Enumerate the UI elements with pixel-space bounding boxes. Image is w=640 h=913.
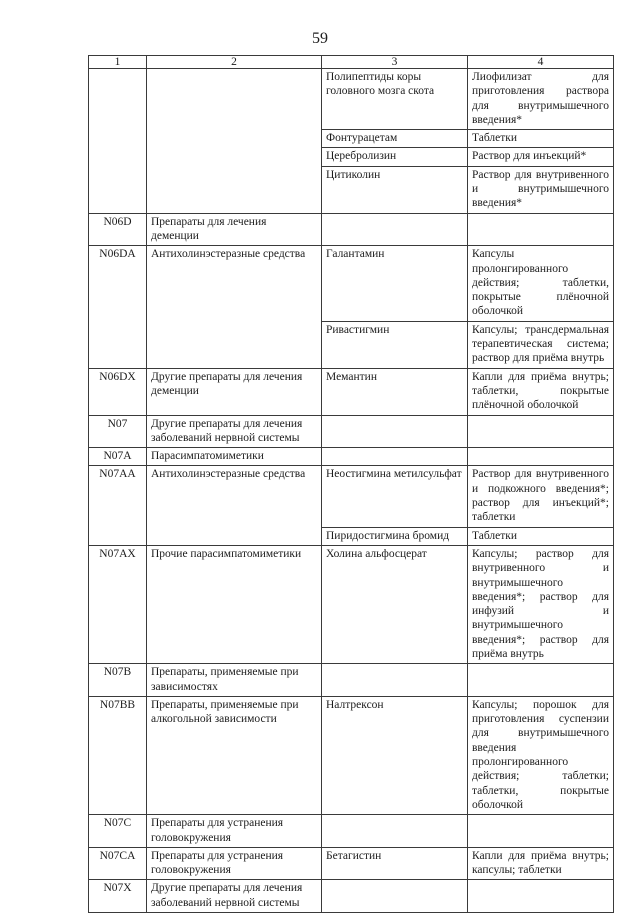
table-row xyxy=(89,815,614,848)
table-row xyxy=(89,246,614,321)
table-row xyxy=(89,696,614,814)
table-row xyxy=(89,880,614,913)
drug-name-cell xyxy=(322,213,468,246)
atc-code-cell: N07AA xyxy=(89,466,147,545)
atc-code-cell: N07CA xyxy=(89,847,147,880)
table-row xyxy=(89,847,614,880)
table-row xyxy=(89,448,614,466)
dosage-form-cell: Капсулы; порошок для приготовления суспензии для внутримышечного введения пролонгированного действия; таблетки; таблетки, покрытые оболочкой xyxy=(468,696,614,814)
dosage-form-cell xyxy=(468,880,614,913)
drug-name-cell: Бетагистин xyxy=(322,847,468,880)
dosage-form-cell xyxy=(468,664,614,697)
atc-code-cell: N06D xyxy=(89,213,147,246)
drug-name-cell: Полипептиды коры головного мозга скота xyxy=(322,69,468,130)
drug-name-cell: Цитиколин xyxy=(322,166,468,213)
dosage-form-cell xyxy=(468,448,614,466)
drug-name-cell xyxy=(322,880,468,913)
dosage-form-cell: Раствор для инъекций* xyxy=(468,148,614,166)
table-row xyxy=(89,213,614,246)
pharm-group-cell: Препараты, применяемые при алкогольной зависимости xyxy=(147,696,322,814)
dosage-form-cell xyxy=(468,815,614,848)
pharm-group-cell: Другие препараты для лечения заболеваний нервной системы xyxy=(147,880,322,913)
dosage-form-cell: Таблетки xyxy=(468,527,614,545)
atc-code-cell: N07B xyxy=(89,664,147,697)
atc-code-cell xyxy=(89,69,147,214)
atc-code-cell: N07BB xyxy=(89,696,147,814)
drug-name-cell xyxy=(322,664,468,697)
table-header-row xyxy=(89,56,614,69)
atc-code-cell: N06DX xyxy=(89,368,147,415)
dosage-form-cell: Капли для приёма внутрь; таблетки, покрытые плёночной оболочкой xyxy=(468,368,614,415)
dosage-form-cell: Таблетки xyxy=(468,130,614,148)
pharm-group-cell: Препараты для устранения головокружения xyxy=(147,847,322,880)
drug-table xyxy=(88,55,614,913)
drug-name-cell: Церебролизин xyxy=(322,148,468,166)
pharm-group-cell: Антихолинэстеразные средства xyxy=(147,246,322,368)
drug-name-cell: Пиридостигмина бромид xyxy=(322,527,468,545)
header-cell-3: 3 xyxy=(322,56,468,69)
drug-name-cell: Неостигмина метилсульфат xyxy=(322,466,468,527)
drug-name-cell: Холина альфосцерат xyxy=(322,545,468,663)
table-row xyxy=(89,466,614,527)
dosage-form-cell: Раствор для внутривенного и подкожного введения*; раствор для инъекций*; таблетки xyxy=(468,466,614,527)
dosage-form-cell: Капсулы; трансдермальная терапевтическая система; раствор для приёма внутрь xyxy=(468,321,614,368)
dosage-form-cell: Раствор для внутривенного и внутримышечного введения* xyxy=(468,166,614,213)
pharm-group-cell: Другие препараты для лечения заболеваний нервной системы xyxy=(147,415,322,448)
drug-name-cell xyxy=(322,415,468,448)
table-row xyxy=(89,545,614,663)
atc-code-cell: N07AX xyxy=(89,545,147,663)
page-number: 59 xyxy=(312,30,328,47)
dosage-form-cell xyxy=(468,415,614,448)
pharm-group-cell: Препараты для устранения головокружения xyxy=(147,815,322,848)
pharm-group-cell xyxy=(147,69,322,214)
drug-name-cell xyxy=(322,448,468,466)
dosage-form-cell xyxy=(468,213,614,246)
pharm-group-cell: Антихолинэстеразные средства xyxy=(147,466,322,545)
drug-name-cell xyxy=(322,815,468,848)
header-cell-4: 4 xyxy=(468,56,614,69)
atc-code-cell: N06DA xyxy=(89,246,147,368)
pharm-group-cell: Препараты для лечения деменции xyxy=(147,213,322,246)
drug-name-cell: Галантамин xyxy=(322,246,468,321)
atc-code-cell: N07C xyxy=(89,815,147,848)
header-cell-2: 2 xyxy=(147,56,322,69)
pharm-group-cell: Прочие парасимпатомиметики xyxy=(147,545,322,663)
dosage-form-cell: Лиофилизат для приготовления раствора для внутримышечного введения* xyxy=(468,69,614,130)
table-row xyxy=(89,664,614,697)
pharm-group-cell: Препараты, применяемые при зависимостях xyxy=(147,664,322,697)
table-row xyxy=(89,368,614,415)
drug-name-cell: Налтрексон xyxy=(322,696,468,814)
table-body xyxy=(89,56,614,913)
table-row xyxy=(89,69,614,130)
pharm-group-cell: Парасимпатомиметики xyxy=(147,448,322,466)
atc-code-cell: N07A xyxy=(89,448,147,466)
header-cell-1: 1 xyxy=(89,56,147,69)
drug-name-cell: Мемантин xyxy=(322,368,468,415)
atc-code-cell: N07 xyxy=(89,415,147,448)
drug-name-cell: Ривастигмин xyxy=(322,321,468,368)
dosage-form-cell: Капли для приёма внутрь; капсулы; таблетки xyxy=(468,847,614,880)
dosage-form-cell: Капсулы пролонгированного действия; таблетки, покрытые плёночной оболочкой xyxy=(468,246,614,321)
table-row xyxy=(89,415,614,448)
dosage-form-cell: Капсулы; раствор для внутривенного и внутримышечного введения*; раствор для инфузий и внутримышечного введения*; раствор для приёма внутрь xyxy=(468,545,614,663)
atc-code-cell: N07X xyxy=(89,880,147,913)
drug-name-cell: Фонтурацетам xyxy=(322,130,468,148)
pharm-group-cell: Другие препараты для лечения деменции xyxy=(147,368,322,415)
